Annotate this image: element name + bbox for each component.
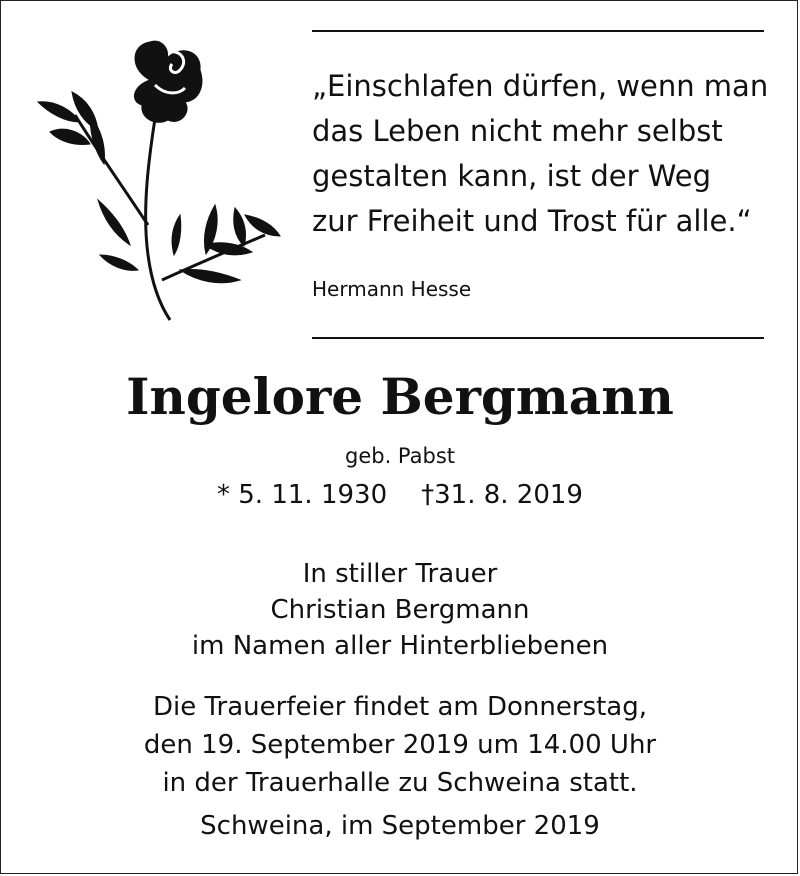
ceremony-line: den 19. September 2019 um 14.00 Uhr bbox=[143, 730, 657, 760]
quote bbox=[312, 64, 772, 244]
birth-name: geb. Pabst bbox=[344, 444, 456, 468]
mourners-block bbox=[0, 556, 800, 664]
rose-icon bbox=[30, 40, 290, 340]
life-dates bbox=[0, 478, 800, 512]
bottom-divider bbox=[312, 337, 764, 339]
mourners-line: In stiller Trauer bbox=[302, 559, 498, 589]
birth-date: * 5. 11. 1930 bbox=[217, 480, 388, 510]
deceased-name: Ingelore Bergmann bbox=[126, 367, 674, 426]
place-and-date: Schweina, im September 2019 bbox=[200, 811, 600, 841]
ceremony-line: in der Trauerhalle zu Schweina statt. bbox=[162, 768, 638, 798]
death-date: †31. 8. 2019 bbox=[421, 480, 583, 510]
quote-line: gestalten kann, ist der Weg bbox=[312, 159, 711, 193]
quote-author: Hermann Hesse bbox=[312, 277, 472, 301]
mourners-line: Christian Bergmann bbox=[270, 595, 530, 625]
ceremony-block bbox=[0, 688, 800, 802]
mourners-line: im Namen aller Hinterbliebenen bbox=[191, 631, 609, 661]
quote-line: das Leben nicht mehr selbst bbox=[312, 114, 723, 148]
quote-line: „Einschlafen dürfen, wenn man bbox=[312, 69, 769, 103]
top-divider bbox=[312, 30, 764, 32]
ceremony-line: Die Trauerfeier findet am Donnerstag, bbox=[152, 692, 648, 722]
quote-line: zur Freiheit und Trost für alle.“ bbox=[312, 204, 752, 238]
